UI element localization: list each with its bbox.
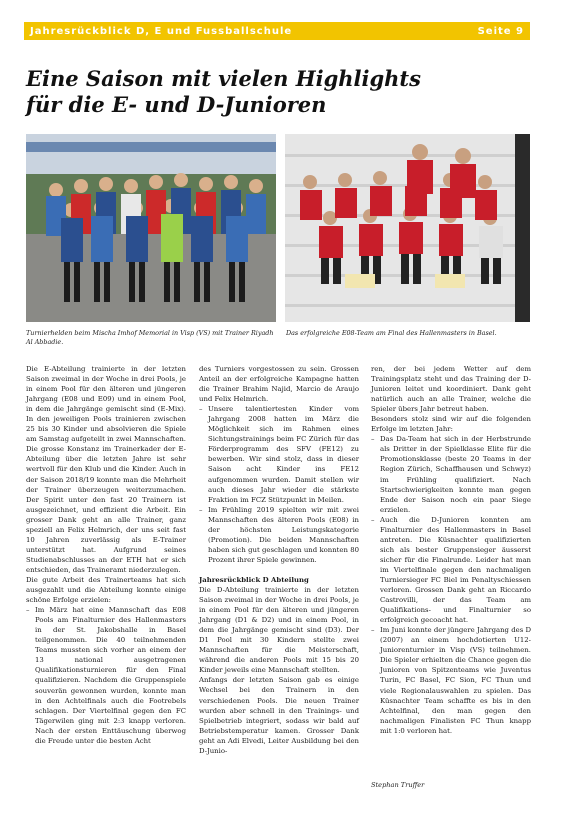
header-bar: [24, 22, 530, 40]
header-section: Jahresrückblick D, E und Fussballschule: [30, 25, 293, 37]
team-photo-visp-image: [26, 134, 276, 322]
bullet-list: [199, 404, 359, 565]
section-subheading: Jahresrückblick D Abteilung: [199, 575, 309, 584]
list-item: – Auch die D-Junioren konnten am Finalturnier des Hallenmasters in Basel antreten. Die Küsnachter qualifizierten sich als bester Gruppensieger äusserst sicher für die Finalrunde. Leider hat man im Viertelfinale gegen den nachmaligen Turniersieger FC Biel im Penaltyschiessen verloren. Grossen Dank geht an Riccardo Castrovilli, der das Team am Qualifikations- und Finalturnier so erfolgreich gecoacht hat.: [371, 515, 531, 626]
title-line-2: für die E- und D-Junioren: [26, 92, 327, 117]
list-item: – Unsere talentiertesten Kinder vom Jahrgang 2008 hatten im März die Möglichkeit sich im Rahmen eines Sichtungstrainings beim FC Zürich für das Förderprogramm des SFV (FE12) zu bewerben. Wir sind stolz, dass in dieser Saison acht Kinder ins FE12 aufgenommen wurden. Damit stellen wir auch dieses Jahr wieder die stärkste Fraktion im FCZ Stützpunkt in Meilen.: [199, 404, 359, 504]
page-number: Seite 9: [477, 25, 524, 37]
paragraph: Die gute Arbeit des Trainerteams hat sich ausgezahlt und die Abteilung konnte einige schöne Erfolge erzielen:: [26, 575, 186, 605]
team-photo-basel-image: [285, 134, 530, 322]
list-item: – Im Frühling 2019 spielten wir mit zwei Mannschaften des älteren Pools (E08) in der höchsten Leistungskategorie (Promotion). Die beiden Mannschaften haben sich gut geschlagen und konnten 80 Prozent ihrer Spiele gewinnen.: [199, 505, 359, 565]
paragraph: des Turniers vorgestossen zu sein. Grossen Anteil an der erfolgreiche Kampagne hatten die Trainer Brahim Najid, Marcio de Araujo und Felix Helmrich.: [199, 365, 359, 404]
article-title: [26, 66, 546, 118]
text-column-3: [371, 364, 531, 736]
team-photo-visp: [26, 134, 276, 322]
paragraph: Die E-Abteilung trainierte in der letzten Saison zweimal in der Woche in drei Pools, je in einem Pool für den älteren und jüngeren Jahrgang (E08 und E09) und in einem Pool, in dem die Jahrgänge gemischt sind (E-Mix). In den jeweiligen Pools trainieren zwischen 25 bis 30 Kinder und absolvieren die Spiele am Samstag aufgeteilt in zwei Mannschaften. Die grosse Konstanz im Trainerkader der E-Abteilung über die letzten Jahre ist sehr wertvoll für den Klub und die Kinder. Auch in der Saison 2018/19 konnte man die Mehrheit der Trainer überzeugen weiterzumachen. Der Spirit unter den fast 20 Trainern ist ausgezeichnet, und effizient die Arbeit. Ein grosser Dank geht an alle Trainer, ganz speziell an Felix Helmrich, der uns seit fast 10 Jahren zuverlässig als E-Trainer unterstützt hat. Aufgrund seines Studienabschlusses an der ETH hat er sich entschieden, das Traineramt niederzulegen.: [26, 365, 186, 574]
author-signature: Stephan Truffer: [371, 781, 425, 789]
text-column-2: [199, 364, 359, 756]
title-line-1: Eine Saison mit vielen Highlights: [26, 66, 421, 91]
bullet-list: [26, 605, 186, 746]
team-photo-basel: [285, 134, 530, 322]
paragraph: ren, der bei jedem Wetter auf dem Trainingsplatz steht und das Training der D-Junioren leitet und koordiniert. Dank geht natürlich auch an alle Trainer, welche die Spieler übers Jahr betreut haben.: [371, 365, 531, 414]
photo-caption-basel: Das erfolgreiche E08-Team am Final des Hallenmasters in Basel.: [286, 329, 497, 337]
list-item: – Das Da-Team hat sich in der Herbstrunde als Dritter in der Spielklasse Elite für die Promotionsklasse (beste 20 Teams in der Region Zürich, Schaffhausen und Schwyz) im Frühling qualifiziert. Nach Startschwierigkeiten konnte man gegen Ende der Saison noch ein paar Siege erzielen.: [371, 434, 531, 514]
list-item: – Im März hat eine Mannschaft das E08 Pools am Finalturnier des Hallenmasters in der St. Jakobshalle in Basel teilgenommen. Die 40 teilnehmenden Teams mussten sich vorher an einem der 13 national ausgetragenen Qualifikationsturnieren für den Final qualifizieren. Nachdem die Gruppenspiele souverän gewonnen wurden, konnte man in den Achtelfinals auch die Footrebels schlagen. Der Viertelfinal gegen den FC Tägerwilen ging mit 2:3 knapp verloren. Nach der ersten Enttäuschung überwog die Freude unter die besten Acht: [26, 605, 186, 746]
list-item: – Im Juni konnte der jüngere Jahrgang des D (2007) an einem hochdotierten U12-Juniorenturnier in Visp (VS) teilnehmen. Die Spieler erhielten die Chance gegen die Junioren von Spitzenteams wie Juventus Turin, FC Basel, FC Sion, FC Thun und viele Regionalauswahlen zu spielen. Das Küsnachter Team schaffte es bis in den Achtelfinal, den man gegen den nachmaligen Finalisten FC Thun knapp mit 1:0 verloren hat.: [371, 625, 531, 736]
photo-caption-visp: Turnierhelden beim Mischa Imhof Memorial in Visp (VS) mit Trainer Riyadh Al Abbadie.: [26, 329, 274, 346]
paragraph: Anfangs der letzten Saison gab es einige Wechsel bei den Trainern in den verschiedenen Pools. Die neuen Trainer wurden aber schnell in den Trainings- und Spielbetrieb integriert, sodass wir bald auf Betriebstemperatur kamen. Grosser Dank geht an Adi Elvedi, Leiter Ausbildung bei den D-Junio-: [199, 676, 359, 755]
bullet-list: [371, 434, 531, 735]
text-column-1: [26, 364, 186, 746]
paragraph: Die D-Abteilung trainierte in der letzten Saison zweimal in der Woche in drei Pools, je in einem Pool für den älteren und jüngeren Jahrgang (D1 & D2) und in einem Pool, in dem die Jahrgänge gemischt sind (D3). Der D1 Pool mit 30 Kindern stellte zwei Mannschaften für die Meisterschaft, während die anderen Pools mit 15 bis 20 Kinder jeweils eine Mannschaft stellten.: [199, 585, 359, 675]
paragraph: Besonders stolz sind wir auf die folgenden Erfolge im letzten Jahr:: [371, 415, 531, 434]
